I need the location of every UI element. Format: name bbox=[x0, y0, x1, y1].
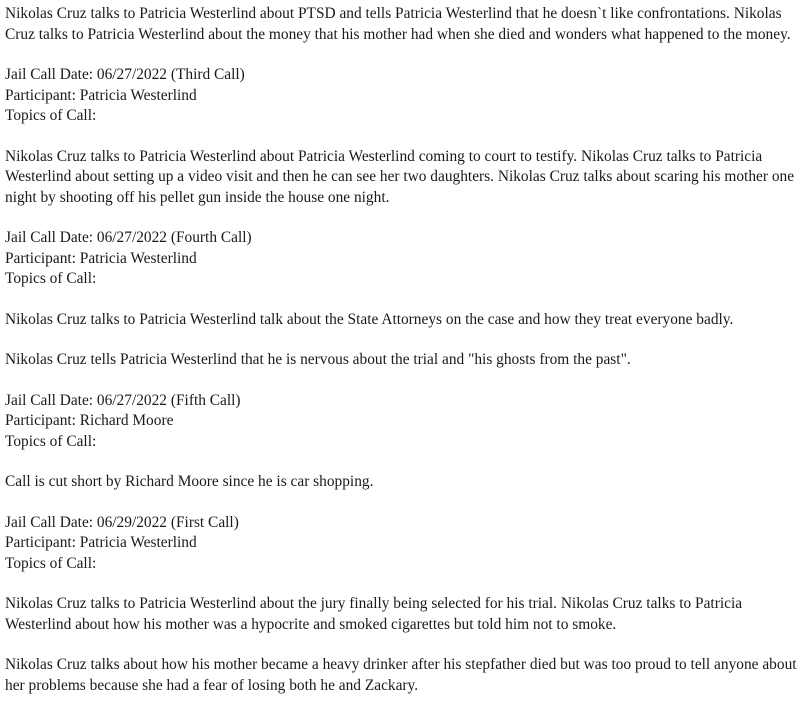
paragraph-text: Call is cut short by Richard Moore since he is car shopping. bbox=[5, 473, 374, 490]
call-summary-paragraph bbox=[5, 147, 797, 209]
paragraph-text: Nikolas Cruz talks about how his mother became a heavy drinker after his stepfather died but was too proud to tell anyone about her problems because she had a fear of losing both he and Zackary. bbox=[5, 656, 797, 694]
document-page bbox=[5, 4, 797, 716]
paragraph-text: Nikolas Cruz talks to Patricia Westerlind about Patricia Westerlind coming to court to testify. Nikolas Cruz talks to Patricia Westerlind about setting up a video visit and then he can see her two daughters. Nikolas Cruz talks about scaring his mother one night by shooting off his pellet gun inside the house one night. bbox=[5, 147, 795, 206]
topics-label: Topics of Call: bbox=[5, 107, 97, 124]
call-summary-paragraph bbox=[5, 594, 797, 635]
call-summary-paragraph bbox=[5, 472, 797, 493]
paragraph-text: Nikolas Cruz talks to Patricia Westerlind talk about the State Attorneys on the case and how they treat everyone badly. bbox=[5, 310, 734, 328]
participant-line: Participant: Patricia Westerlind bbox=[5, 534, 197, 551]
topics-label: Topics of Call: bbox=[5, 270, 97, 287]
call-date-line: Jail Call Date: 06/27/2022 (Fourth Call) bbox=[5, 229, 252, 246]
call-summary-paragraph bbox=[5, 310, 797, 331]
participant-line: Participant: Richard Moore bbox=[5, 412, 174, 429]
paragraph-text: Nikolas Cruz talks to Patricia Westerlind about the jury finally being selected for his trial. Nikolas Cruz talks to Patricia Westerlind about how his mother was a hypocrite and smoked cigarettes but told him not to smoke. bbox=[5, 595, 743, 633]
call-summary-paragraph bbox=[5, 350, 797, 371]
call-date-line: Jail Call Date: 06/27/2022 (Fifth Call) bbox=[5, 391, 241, 409]
call-entry-header bbox=[5, 228, 797, 290]
intro-paragraph bbox=[5, 4, 797, 45]
call-entry-header bbox=[5, 65, 797, 127]
call-entry-header bbox=[5, 513, 797, 575]
call-date-line: Jail Call Date: 06/27/2022 (Third Call) bbox=[5, 66, 245, 83]
call-date-line: Jail Call Date: 06/29/2022 (First Call) bbox=[5, 513, 239, 531]
participant-line: Participant: Patricia Westerlind bbox=[5, 249, 197, 267]
paragraph-text: Nikolas Cruz tells Patricia Westerlind that he is nervous about the trial and "his ghosts from the past". bbox=[5, 351, 631, 368]
topics-label: Topics of Call: bbox=[5, 554, 97, 572]
paragraph-text: Nikolas Cruz talks to Patricia Westerlind about PTSD and tells Patricia Westerlind that he doesn`t like confrontations. Nikolas Cruz talks to Patricia Westerlind about the money that his mother had when she died and wonders what happened to the money. bbox=[5, 5, 791, 43]
call-entry-header bbox=[5, 391, 797, 453]
call-summary-paragraph bbox=[5, 655, 797, 696]
topics-label: Topics of Call: bbox=[5, 432, 97, 450]
participant-line: Participant: Patricia Westerlind bbox=[5, 86, 197, 104]
